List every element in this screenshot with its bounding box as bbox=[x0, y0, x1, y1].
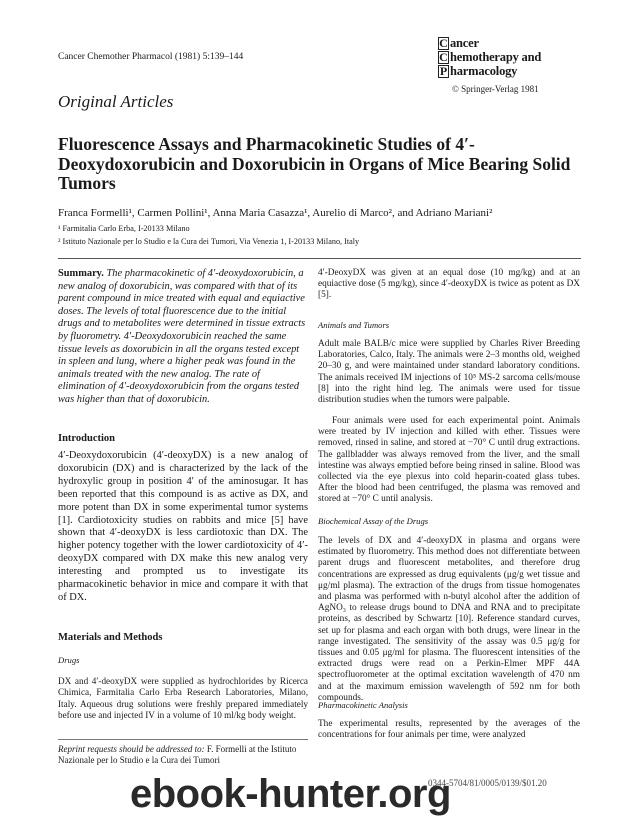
copyright: © Springer-Verlag 1981 bbox=[452, 84, 539, 94]
logo-text: hemotherapy and bbox=[450, 49, 542, 64]
biochemical-heading: Biochemical Assay of the Drugs bbox=[318, 516, 429, 526]
footnote-divider bbox=[58, 739, 308, 740]
biochemical-text: The levels of DX and 4′-deoxyDX in plasma and organs were estimated by fluorometry. This method does not differentiate between parent drugs and fluorescent metabolites, and therefore drug concentrations are expressed as drug equivalents (μg/g wet tissue and μg/ml plasma). The extraction of the drugs from tissue homogenates and plasma was performed with n-butyl alcohol after the addition of AgNO₃ to release drugs bound to DNA and RNA and to precipitate proteins, as described by Schwartz [10]. Reference standard curves, set up for plasma and each organ with both drugs, were linear in the range investigated. The sensitivity of the assay was 0.5 μg/g for tissues and 0.05 μg/ml for plasma. The fluorescent intensities of the extracted drugs were read on a Perkin-Elmer MPF 44A spectrofluorometer at the optimal excitation wavelength of 470 nm and at the maximum emission wavelength of 592 nm for both compounds. bbox=[318, 536, 580, 703]
logo-text: ancer bbox=[450, 35, 479, 50]
animals-paragraph: Adult male BALB/c mice were supplied by Charles River Breeding Laboratories, Calco, Italy. The animals were 2–3 months old, weighed 20–30 g, and were maintained under standard laboratory conditions. The animals received IM injections of 10⁵ MS-2 sarcoma cells/mouse [8] into the right hind leg. The animals were used for tissue distribution studies when the tumors were palpable. bbox=[318, 339, 580, 406]
drugs-heading: Drugs bbox=[58, 655, 80, 665]
article-code: 0344-5704/81/0005/0139/$01.20 bbox=[428, 778, 547, 788]
logo-line bbox=[438, 36, 588, 50]
materials-heading: Materials and Methods bbox=[58, 632, 163, 643]
footnote-label: Reprint requests should be addressed to: bbox=[58, 744, 205, 754]
footnote-text: F. Formelli at the Istituto Nazionale per lo Studio e la Cura dei Tumori bbox=[58, 744, 297, 765]
introduction-text: 4′-Deoxydoxorubicin (4′-deoxyDX) is a new analog of doxorubicin (DX) and is characterized by the lack of the hydroxylic group in position 4′ of the aminosugar. It has been reported that this compound is as active as DX, and more potent than DX in some experimental tumor systems [1]. Cardiotoxicity studies on rabbits and mice [5] have shown that 4′-deoxyDX is less cardiotoxic than DX. The higher potency together with the lower cardiotoxicity of 4′-deoxyDX compared with DX make this new analog very interesting and prompted us to investigate its pharmacokinetic behavior in mice and compare it with that of DX. bbox=[58, 450, 308, 603]
continuation-text: 4′-DeoxyDX was given at an equal dose (10 mg/kg) and at an equiactive dose (5 mg/kg), since 4′-deoxyDX is twice as potent as DX [5]. bbox=[318, 268, 580, 301]
introduction-heading: Introduction bbox=[58, 433, 115, 444]
logo-text: harmacology bbox=[450, 63, 518, 78]
affiliation: ² Istituto Nazionale per lo Studio e la Cura dei Tumori, Via Venezia 1, I-20133 Milano, Italy bbox=[58, 237, 360, 246]
affiliation: ¹ Farmitalia Carlo Erba, I-20133 Milano bbox=[58, 224, 190, 233]
animals-heading: Animals and Tumors bbox=[318, 320, 390, 330]
section-kicker: Original Articles bbox=[58, 92, 174, 111]
summary-text: The pharmacokinetic of 4′-deoxydoxorubicin, a new analog of doxorubicin, was compared with that of its parent compound in mice treated with equal and equiactive doses. The levels of total fluorescence due to the initial drugs and to metabolites were determined in tissue extracts by fluorometry. 4′-Deoxydoxorubicin reached the same tissue levels as doxorubicin in all the organs tested except in spleen and lung, where a higher peak was found in the animals treated with the new analog. The rate of elimination of 4′-deoxydoxorubicin from the organs tested was higher than that of doxorubicin. bbox=[58, 268, 306, 405]
watermark: ebook-hunter.org bbox=[130, 772, 451, 816]
logo-line bbox=[438, 64, 588, 78]
author-list: Franca Formelli¹, Carmen Pollini¹, Anna Maria Casazza¹, Aurelio di Marco², and Adriano Mariani² bbox=[58, 207, 493, 219]
animals-paragraph: Four animals were used for each experimental point. Animals were treated by IV injection and killed with ether. Tissues were removed, rinsed in saline, and stored at −70° C until drug extractions. The gallbladder was always removed from the liver, and the small intestine was always emptied before being rinsed in saline. Blood was collected via the eye plexus into cold heparin-coated glass tubes. After the blood had been centrifuged, the plasma was removed and stored at −70° C until analysis. bbox=[318, 416, 580, 505]
journal-logo bbox=[438, 36, 588, 78]
divider bbox=[58, 258, 581, 259]
logo-letter: P bbox=[439, 63, 448, 78]
pharmacokinetic-heading: Pharmacokinetic Analysis bbox=[318, 700, 408, 710]
logo-line bbox=[438, 50, 588, 64]
logo-letter: C bbox=[439, 49, 448, 64]
logo-letter: C bbox=[439, 35, 448, 50]
drugs-text: DX and 4′-deoxyDX were supplied as hydrochlorides by Ricerca Chimica, Farmitalia Carlo Erba Research Laboratories, Milano, Italy. Aqueous drug solutions were freshly prepared immediately before use and injected IV in a volume of 10 ml/kg body weight. bbox=[58, 676, 308, 721]
footnote bbox=[58, 744, 308, 766]
pharmacokinetic-text: The experimental results, represented by the averages of the concentrations for four animals per time, were analyzed bbox=[318, 719, 580, 741]
journal-reference: Cancer Chemother Pharmacol (1981) 5:139–144 bbox=[58, 52, 244, 62]
summary bbox=[58, 268, 308, 407]
article-title: Fluorescence Assays and Pharmacokinetic Studies of 4′-Deoxydoxorubicin and Doxorubicin in Organs of Mice Bearing Solid Tumors bbox=[58, 134, 571, 193]
summary-label: Summary. bbox=[58, 268, 104, 279]
